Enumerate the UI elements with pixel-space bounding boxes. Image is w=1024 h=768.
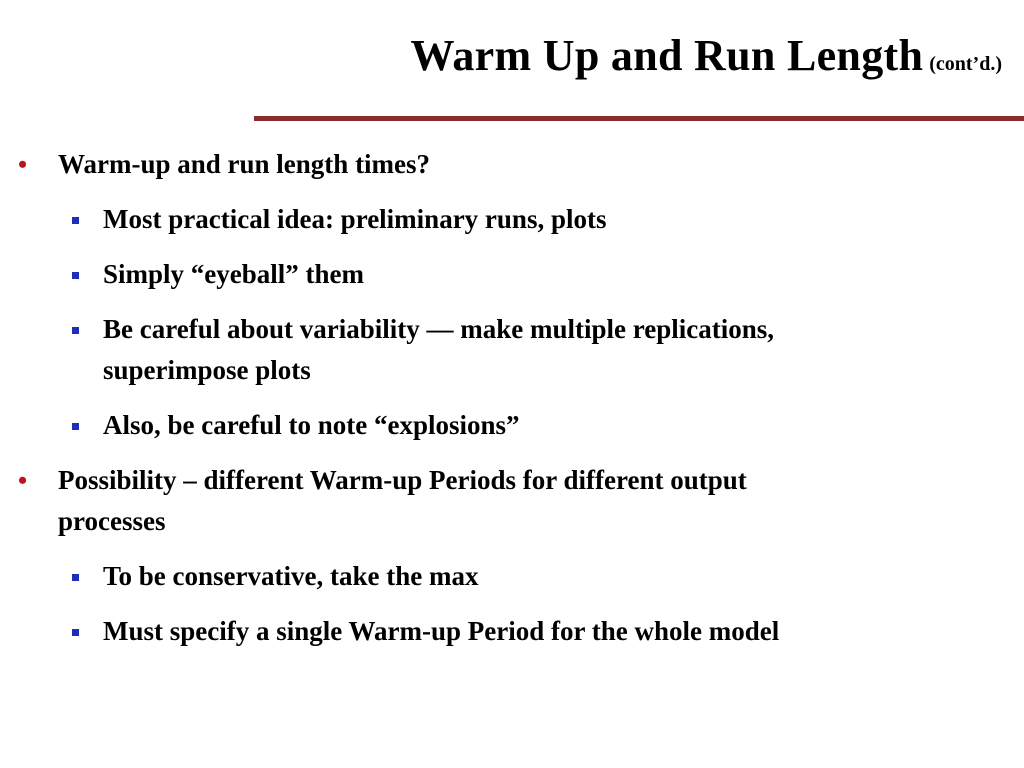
title-underline bbox=[254, 116, 1024, 121]
bullet-marker: • bbox=[18, 466, 28, 495]
sub-bullet-text: Simply “eyeball” them bbox=[103, 259, 364, 289]
sub-bullet-text: To be conservative, take the max bbox=[103, 561, 479, 591]
sub-bullet-marker bbox=[72, 423, 79, 430]
bullet-marker: • bbox=[18, 150, 28, 179]
sub-bullet-marker bbox=[72, 629, 79, 636]
sub-bullet-marker bbox=[72, 272, 79, 279]
bullet-text: Possibility – different Warm-up Periods for different output bbox=[58, 465, 747, 495]
sub-bullet-text: Also, be careful to note “explosions” bbox=[103, 410, 520, 440]
slide-title bbox=[410, 31, 1003, 80]
bullet-text: Warm-up and run length times? bbox=[58, 149, 431, 179]
sub-bullet-text: Must specify a single Warm-up Period for the whole model bbox=[103, 616, 780, 646]
bullet-text-continued: processes bbox=[58, 506, 166, 536]
slide-title-suffix: (cont’d.) bbox=[929, 53, 1002, 75]
slide-title-main: Warm Up and Run Length bbox=[410, 31, 924, 80]
sub-bullet-text: Be careful about variability — make multiple replications, bbox=[103, 314, 774, 344]
sub-bullet-text: Most practical idea: preliminary runs, plots bbox=[103, 204, 607, 234]
sub-bullet-text-continued: superimpose plots bbox=[103, 355, 311, 385]
sub-bullet-marker bbox=[72, 574, 79, 581]
sub-bullet-marker bbox=[72, 327, 79, 334]
sub-bullet-marker bbox=[72, 217, 79, 224]
